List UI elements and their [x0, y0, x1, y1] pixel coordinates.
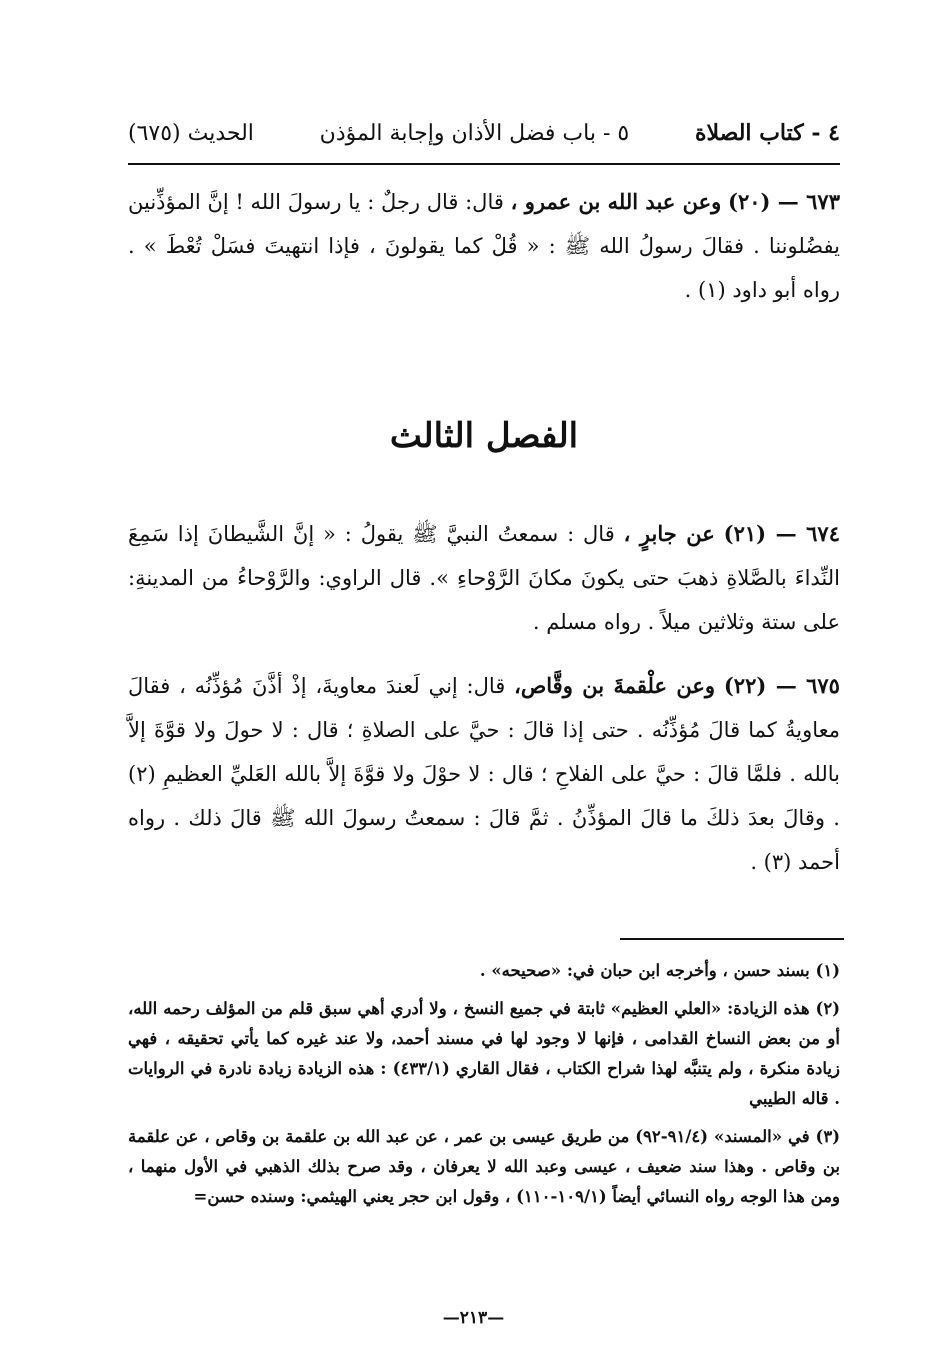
- footnote-2: (٢) هذه الزيادة: «العلي العظيم» ثابتة في جميع النسخ ، ولا أدري أهي سبق قلم من المؤلف رحمه الله، أو من بعض النساخ القدامى ، فإنها لا وجود لها في مسند أحمد، ولا عند غيره كما يأتي تحقيقه ، فهي زيادة منكرة ، ولم يتنبَّه لهذا شراح الكتاب ، فقال القاري (٤٣٣/١) : هذه الزيادة زيادة نادرة في الروايات . قاله الطيبي: [128, 999, 840, 1108]
- hadith-text: قال: إني لَعندَ معاويةَ، إذْ أذَّنَ مُؤذِّنُه ، فقالَ معاويةُ كما قالَ مُؤذِّنُه . حتى إذا قالَ : حيَّ على الصلاةِ ؛ قال : لا حولَ ولا قوَّةَ إلاَّ بالله . فلمَّا قالَ : حيَّ على الفلاحِ ؛ قال : لا حوْلَ ولا قوَّةَ إلاَّ بالله العَليِّ العظيمِ (٢) . وقالَ بعدَ ذلكَ ما قالَ المؤذِّنُ . ثمَّ قالَ : سمعتُ رسولَ الله ﷺ قالَ ذلك . رواه أحمد (٣) .: [128, 674, 840, 874]
- hadith-text: قال: قال رجلٌ : يا رسولَ الله ! إنَّ المؤذِّنين يفضُلوننا . فقالَ رسولُ الله ﷺ : « قُلْ كما يقولونَ ، فإذا انتهيتَ فسَلْ تُعْطَ » . رواه أبو داود (١) .: [128, 190, 840, 302]
- footnotes: [128, 956, 840, 1220]
- header-chapter-title: ٥ - باب فضل الأذان وإجابة المؤذن: [319, 120, 630, 146]
- hadith-text: قال : سمعتُ النبيَّ ﷺ يقولُ : « إنَّ الشَّيطانَ إذا سَمِعَ النِّداءَ بالصَّلاةِ ذهبَ حتى يكونَ مكانَ الرَّوْحاءِ ». قال الراوي: والرَّوْحاءُ من المدينةِ: على ستة وثلاثين ميلاً . رواه مسلم .: [128, 522, 840, 634]
- hadith-number: ٦٧٥ — (٢٢): [723, 673, 840, 698]
- footnote-3: (٣) في «المسند» (٩١/٤-٩٢) من طريق عيسى بن عمر ، عن عبد الله بن علقمة بن وقاص ، عن علقمة بن وقاص . وهذا سند ضعيف ، عيسى وعبد الله لا يعرفان ، وقد صرح بذلك الذهبي في الأول منهما ، ومن هذا الوجه رواه النسائي أيضاً (١٠٩/١-١١٠) ، وقول ابن حجر يعني الهيثمي: وسنده حسن=: [128, 1127, 840, 1206]
- footnote-divider: [620, 938, 844, 940]
- hadith-narrator: عن جابرٍ ،: [623, 521, 715, 546]
- hadith-narrator: وعن عبد الله بن عمرو ،: [510, 189, 722, 214]
- footnote-1: (١) بسند حسن ، وأخرجه ابن حبان في: «صحيحه» .: [479, 961, 840, 980]
- hadith-674: [128, 512, 840, 644]
- header-divider: [128, 163, 840, 165]
- section-title: الفصل الثالث: [389, 416, 579, 456]
- running-header: [128, 112, 840, 154]
- hadith-narrator: وعن علْقمةَ بن وقَّاص،: [514, 673, 716, 698]
- hadith-number: ٦٧٤ — (٢١): [723, 521, 840, 546]
- page-number: —٢١٣—: [442, 1308, 505, 1328]
- hadith-675: [128, 664, 840, 884]
- header-book-title: ٤ - كتاب الصلاة: [694, 120, 840, 146]
- hadith-673: [128, 180, 840, 312]
- hadith-number: ٦٧٣ — (٢٠): [728, 189, 840, 214]
- header-hadith-range: الحديث (٦٧٥): [128, 120, 254, 146]
